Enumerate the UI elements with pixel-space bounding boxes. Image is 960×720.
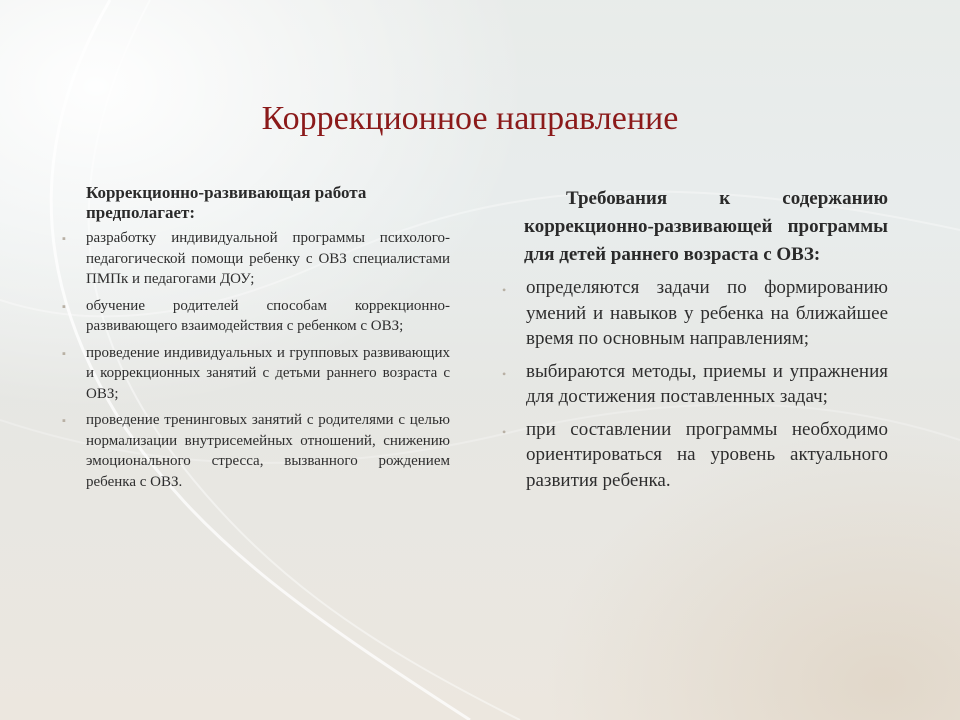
list-item-text: проведение тренинговых занятий с родителями с целью нормализации внутрисемейных отношений, снижению эмоционального стресса, вызванного рождением ребенка с ОВЗ. [86,412,450,490]
list-item [58,343,450,405]
list-item [500,417,888,494]
bullet-icon: ▪ [62,300,66,313]
right-column [500,185,888,500]
slide-title: Коррекционное направление [261,100,679,137]
list-item [58,296,450,337]
bullet-icon: • [502,424,507,439]
bullet-icon: • [502,283,507,297]
right-bullet-list [500,275,888,493]
bullet-icon: • [502,366,507,381]
bullet-icon: ▪ [62,233,66,245]
list-item [500,359,888,410]
list-item-text: проведение индивидуальных и групповых развивающих и коррекционных занятий с детьми раннего возраста с ОВЗ; [86,344,450,402]
right-heading: Требования к содержанию коррекционно-развивающей программы для детей раннего возраста с ОВЗ: [524,188,888,265]
list-item [58,228,450,290]
list-item-text: определяются задачи по формированию умений и навыков у ребенка на ближайшее время по основным направлениям; [526,277,888,349]
list-item-text: выбираются методы, приемы и упражнения для достижения поставленных задач; [526,360,888,407]
left-heading: Коррекционно-развивающая работа предполагает: [86,183,367,222]
bullet-icon: ▪ [62,415,66,427]
list-item [500,275,888,352]
left-bullet-list [58,228,450,492]
list-item-text: обучение родителей способам коррекционно-развивающего взаимодействия с ребенком с ОВЗ; [86,297,450,334]
list-item-text: разработку индивидуальной программы психолого-педагогической помощи ребенку с ОВЗ специалистами ПМПк и педагогами ДОУ; [86,230,450,287]
list-item [58,410,450,492]
left-column [58,183,450,498]
list-item-text: при составлении программы необходимо ориентироваться на уровень актуального развития ребенка. [526,418,888,491]
bullet-icon: ▪ [62,347,66,360]
